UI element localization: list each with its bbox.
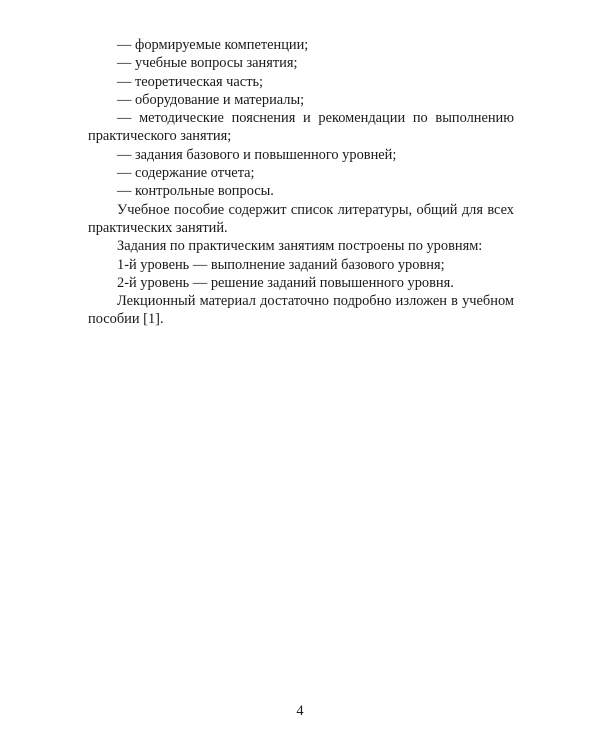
paragraph-level-2: 2-й уровень — решение заданий повышенного уровня. [117,274,454,291]
paragraph-lecture: Лекционный материал достаточно подробно изложен в учебном пособии [1]. [88,293,514,328]
paragraph-literature: Учебное пособие содержит список литературы, общий для всех практических занятий. [88,201,514,236]
list-item: — контрольные вопросы. [117,183,274,200]
list-item: — оборудование и материалы; [117,91,305,108]
list-item: — методические пояснения и рекомендации по выполнению практического занятия; [88,110,514,145]
page-number: 4 [296,703,304,719]
paragraph-levels-intro: Задания по практическим занятиям построены по уровням: [117,238,483,255]
list-item: — формируемые компетенции; [117,37,309,53]
page-body [88,36,514,329]
list-item: — теоретическая часть; [117,73,264,90]
list-item: — учебные вопросы занятия; [117,55,298,72]
paragraph-level-1: 1-й уровень — выполнение заданий базового уровня; [117,256,445,273]
list-item: — задания базового и повышенного уровней; [117,146,397,163]
list-item: — содержание отчета; [117,165,255,182]
